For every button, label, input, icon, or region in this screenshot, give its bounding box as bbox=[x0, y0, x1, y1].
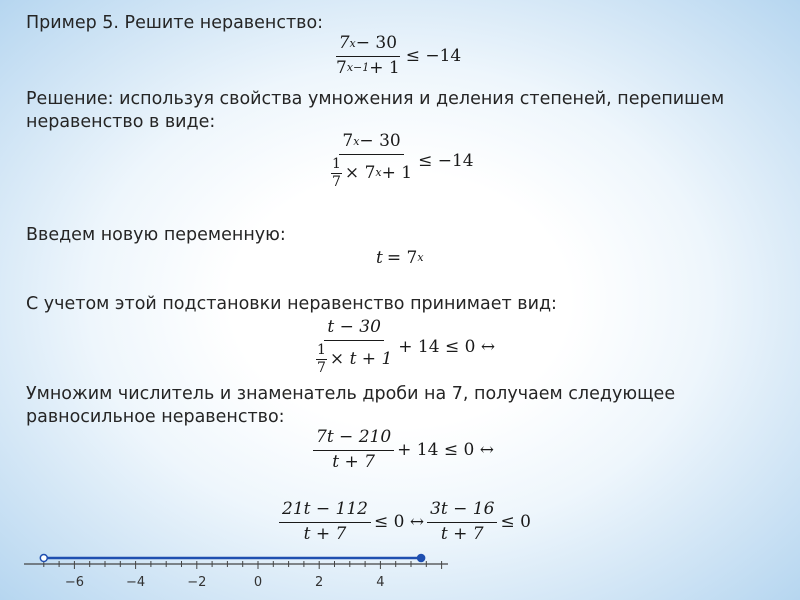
denominator-rest: × 7 bbox=[344, 162, 376, 183]
substitution-text: С учетом этой подстановки неравенство принимает вид: bbox=[26, 294, 557, 314]
fraction bbox=[313, 318, 395, 376]
substitution-equation: t = 7 x bbox=[376, 248, 424, 268]
inequality-original bbox=[330, 34, 461, 78]
right-hand-side: ≤ −14 bbox=[418, 151, 474, 172]
denominator-rest: + 1 bbox=[369, 57, 400, 78]
denominator-rest: × t + 1 bbox=[329, 348, 393, 369]
number-line bbox=[22, 548, 452, 594]
numerator-left: 21t − 112 bbox=[282, 499, 368, 519]
multiply-text-line1: Умножим числитель и знаменатель дроби на 7, получаем следующее bbox=[26, 384, 676, 404]
solution-text-line1: Решение: используя свойства умножения и деления степеней, перепишем bbox=[26, 89, 725, 109]
denominator-base: 7 bbox=[336, 57, 347, 78]
inequality-in-t bbox=[310, 318, 495, 376]
denominator-right: t + 7 bbox=[440, 523, 484, 544]
small-denominator: 7 bbox=[317, 359, 326, 376]
multiply-text-line2: равносильное неравенство: bbox=[26, 407, 285, 427]
solution-text-line2: неравенство в виде: bbox=[26, 112, 216, 132]
variable-t: t bbox=[376, 248, 383, 268]
right-hand-side: ≤ 0 bbox=[500, 512, 531, 533]
fraction-right bbox=[427, 500, 497, 544]
one-seventh-fraction bbox=[331, 157, 342, 191]
one-seventh-fraction bbox=[316, 343, 327, 377]
small-numerator: 1 bbox=[316, 343, 327, 360]
tick-label: −4 bbox=[126, 575, 146, 590]
open-endpoint bbox=[40, 555, 47, 562]
equals-power: = 7 bbox=[386, 248, 418, 268]
numerator: t − 30 bbox=[327, 317, 381, 337]
numerator-right: 3t − 16 bbox=[430, 499, 495, 519]
numerator-base: 7 bbox=[338, 33, 350, 53]
tick-label: −6 bbox=[64, 575, 84, 590]
denominator: t + 7 bbox=[332, 451, 375, 472]
new-variable-text: Введем новую переменную: bbox=[26, 225, 286, 245]
middle-relation: ≤ 0 ↔ bbox=[373, 512, 425, 533]
right-hand-side: + 14 ≤ 0 ↔ bbox=[398, 337, 496, 358]
numerator: 7t − 210 bbox=[316, 427, 392, 447]
denominator-tail: + 1 bbox=[381, 162, 413, 183]
right-hand-side: ≤ −14 bbox=[405, 46, 462, 67]
fraction-left bbox=[279, 500, 371, 544]
fraction: 7 x − 30 $\frac{1}{7}$ × 7 x + 1 bbox=[332, 131, 413, 190]
tick-label: 0 bbox=[253, 575, 263, 590]
numerator-rest: − 30 bbox=[359, 131, 401, 151]
example-title: Пример 5. Решите неравенство: bbox=[26, 13, 324, 33]
right-hand-side: + 14 ≤ 0 ↔ bbox=[397, 440, 494, 461]
small-denominator: 7 bbox=[332, 173, 341, 190]
tick-label: 2 bbox=[315, 575, 324, 590]
fraction: 7 x − 30 7 x−1 + 1 bbox=[336, 33, 400, 78]
numerator-rest: − 30 bbox=[355, 33, 398, 53]
tick-label: −2 bbox=[187, 575, 207, 590]
closed-endpoint bbox=[417, 554, 425, 562]
small-numerator: 1 bbox=[331, 157, 342, 174]
inequality-rewritten bbox=[325, 132, 474, 190]
numerator-base: 7 bbox=[342, 131, 354, 151]
fraction bbox=[313, 428, 394, 472]
inequality-final bbox=[276, 500, 531, 544]
inequality-multiplied bbox=[310, 428, 494, 472]
tick-label: 4 bbox=[376, 575, 385, 590]
denominator-left: t + 7 bbox=[303, 523, 347, 544]
